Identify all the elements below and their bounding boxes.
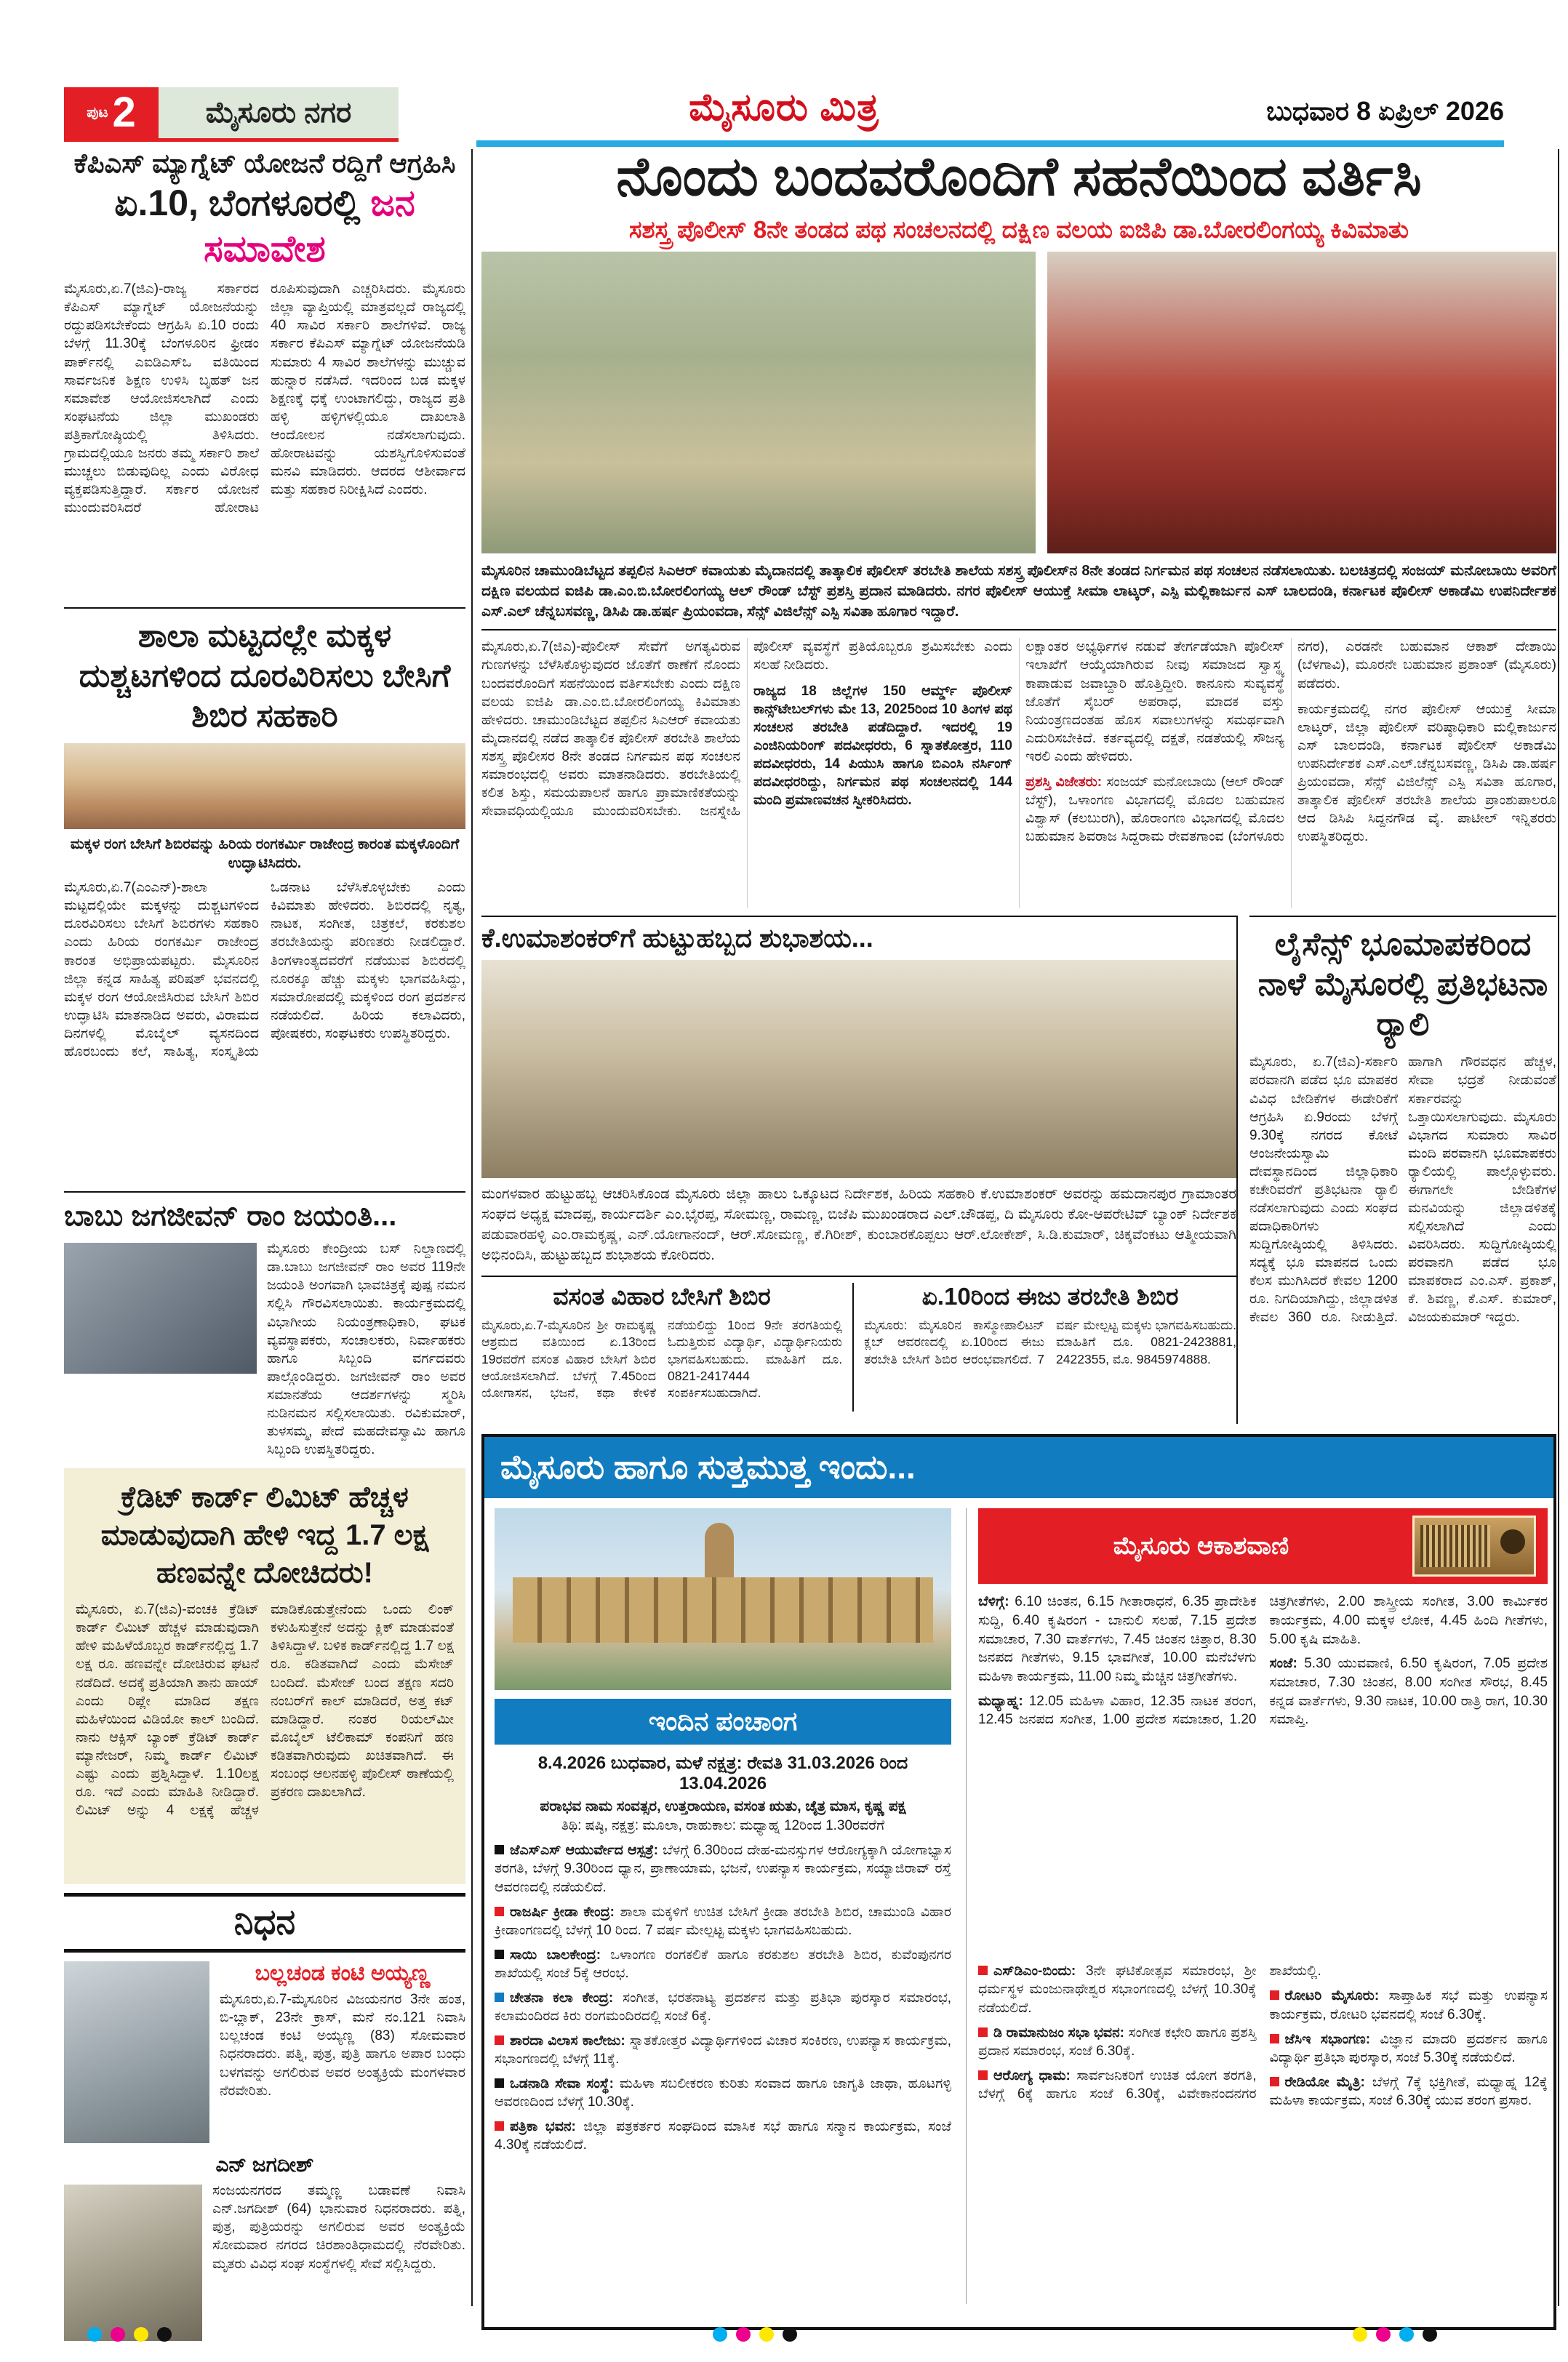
item-lead: ಸಾಯಿ ಬಾಲಕೇಂದ್ರ: bbox=[510, 1947, 601, 1963]
article-summer-camp bbox=[64, 616, 465, 1184]
cyan-dot-icon bbox=[713, 2327, 727, 2342]
edition-date: ಬುಧವಾರ 8 ಏಪ್ರಿಲ್ 2026 bbox=[1266, 96, 1504, 126]
radio-title: ಮೈಸೂರು ಆಕಾಶವಾಣಿ bbox=[1113, 1532, 1289, 1560]
camp-caption: ಮಕ್ಕಳ ರಂಗ ಬೇಸಿಗೆ ಶಿಬಿರವನ್ನು ಹಿರಿಯ ರಂಗಕರ್ಮಿ ರಾಜೇಂದ್ರ ಕಾರಂತ ಮಕ್ಕಳೊಂದಿಗೆ ಉದ್ಘಾಟಿಸಿದರು. bbox=[70, 836, 460, 872]
divider bbox=[64, 1191, 465, 1193]
panchanga-line1: 8.4.2026 ಬುಧವಾರ, ಮಳೆ ನಕ್ಷತ್ರ: ರೇವತಿ 31.03.2026 ರಿಂದ 13.04.2026 bbox=[537, 1753, 908, 1794]
obit1-body: ಮೈಸೂರು,ಏ.7-ಮೈಸೂರಿನ ವಿಜಯನಗರ 3ನೇ ಹಂತ, ಬಿ-ಬ್ಲಾಕ್, 23ನೇ ಕ್ರಾಸ್, ಮನೆ ನಂ.121 ನಿವಾಸಿ ಬಲ್ಲಚಂಡ ಕಂಟಿ ಅಯ್ಯಣ್ಣ (83) ಸೋಮವಾರ ನಿಧನರಾದರು. ಪತ್ನಿ, ಪುತ್ರ, ಪುತ್ರಿ ಹಾಗೂ ಅಪಾರ ಬಂಧು ಬಳಗವನ್ನು ಅಗಲಿರುವ ಅವರ ಅಂತ್ಯಕ್ರಿಯೆ ಮಂಗಳವಾರ ನೆರವೇರಿತು. bbox=[220, 1992, 465, 2099]
registration-marks-center bbox=[713, 2327, 797, 2342]
vasanta-headline: ವಸಂತ ವಿಹಾರ ಬೇಸಿಗೆ ಶಿಬಿರ bbox=[553, 1283, 771, 1310]
magenta-dot-icon bbox=[1376, 2327, 1391, 2342]
schedule-evening-label: ಸಂಜೆ: bbox=[1269, 1656, 1297, 1672]
radio-section bbox=[966, 1508, 1548, 2304]
obit1-name: ಬಲ್ಲಚಂಡ ಕಂಟಿ ಅಯ್ಯಣ್ಣ bbox=[255, 1961, 431, 1986]
mid-left bbox=[481, 916, 1236, 1424]
item-lead: ಜೆಸಿಇ ಸಭಾಂಗಣ: bbox=[1284, 2031, 1371, 2047]
bullet-icon bbox=[1270, 2077, 1279, 2086]
item-text: ಮಹಿಳಾ ಸಬಲೀಕರಣ ಕುರಿತು ಸಂವಾದ ಹಾಗೂ ಜಾಗೃತಿ ಜಾಥಾ, ಹೂಟಗಳ್ಳಿ ಆವರಣದಿಂದ ಬೆಳಗ್ಗೆ 10.30ಕ್ಕೆ. bbox=[495, 2076, 952, 2110]
item-text: ಸಾಪ್ತಾಹಿಕ ಸಭೆ ಮತ್ತು ಉಪನ್ಯಾಸ ಕಾರ್ಯಕ್ರಮ, ರೋಟರಿ ಭವನದಲ್ಲಿ ಸಂಜೆ 6.30ಕ್ಕೆ. bbox=[1269, 1988, 1548, 2022]
obituary-1 bbox=[64, 1958, 465, 2146]
panchanga-banner: ಇಂದಿನ ಪಂಚಾಂಗ bbox=[495, 1699, 951, 1745]
credit-headline: ಕ್ರೆಡಿಟ್ ಕಾರ್ಡ್ ಲಿಮಿಟ್ ಹೆಚ್ಚಳ ಮಾಡುವುದಾಗಿ ಹೇಳಿ ಇದ್ದ 1.7 ಲಕ್ಷ ಹಣವನ್ನೇ ದೋಚಿದರು! bbox=[100, 1481, 429, 1590]
lead-headline: ನೊಂದು ಬಂದವರೊಂದಿಗೆ ಸಹನೆಯಿಂದ ವರ್ತಿಸಿ bbox=[616, 146, 1422, 207]
kps-headline bbox=[64, 147, 465, 271]
camp-photo bbox=[64, 743, 465, 829]
schedule-evening bbox=[1270, 1654, 1548, 1729]
column-divider-left bbox=[471, 149, 473, 2306]
lead-body-p4: ಕಾರ್ಯಕ್ರಮದಲ್ಲಿ ನಗರ ಪೊಲೀಸ್ ಆಯುಕ್ತೆ ಸೀಮಾ ಲಾಟ್ಕರ್, ಜಿಲ್ಲಾ ಪೊಲೀಸ್ ವರಿಷ್ಠಾಧಿಕಾರಿ ಮಲ್ಲಿಕಾರ್ಜುನ ಎಸ್ ಬಾಲದಂಡಿ, ಕರ್ನಾಟಕ ಪೊಲೀಸ್ ಅಕಾಡೆಮಿ ಉಪನಿರ್ದೇಶಕ ಎಸ್.ಎಲ್.ಚೆನ್ನಬಸವಣ್ಣ, ಡಿಸಿಪಿ ಡಾ.ಹರ್ಷ ಪ್ರಿಯಂವದಾ, ಸೆನ್ಸ್ ವಿಜಿಲೆನ್ಸ್ ಎಸ್ಪಿ ಸವಿತಾ ಹೂಗಾರ, ತಾತ್ಕಾಲಿಕ ಪೊಲೀಸ್ ತರಬೇತಿ ಶಾಲೆಯ ಪ್ರಾಂಶುಪಾಲರೂ ಆದ ಡಿಸಿಪಿ ಸಿದ್ದನಗೌಡ ವೈ. ಪಾಟೀಲ್ ಇನ್ನಿತರರು ಉಪಸ್ಥಿತರಿದ್ದರು. bbox=[1297, 701, 1556, 845]
swim-box bbox=[864, 1283, 1236, 1412]
cyan-dot-icon bbox=[1399, 2327, 1414, 2342]
around-title-banner: ಮೈಸೂರು ಹಾಗೂ ಸುತ್ತಮುತ್ತ ಇಂದು... bbox=[484, 1437, 1553, 1498]
article-jagjivan bbox=[64, 1200, 465, 1458]
camp-headline: ಶಾಲಾ ಮಟ್ಟದಲ್ಲೇ ಮಕ್ಕಳ ದುಶ್ಚಟಗಳಿಂದ ದೂರವಿರಿಸಲು ಬೇಸಿಗೆ ಶಿಬಿರ ಸಹಕಾರಿ bbox=[79, 618, 451, 734]
bullet-icon bbox=[495, 1950, 504, 1959]
article-kps bbox=[64, 147, 465, 600]
obit-rule-top bbox=[64, 1893, 465, 1897]
jagjivan-headline: ಬಾಬು ಜಗಜೀವನ್ ರಾಂ ಜಯಂತಿ... bbox=[64, 1200, 397, 1233]
bullet-icon bbox=[495, 1993, 504, 2002]
camp-body: ಮೈಸೂರು,ಏ.7(ಎಂಎನ್)-ಶಾಲಾ ಮಟ್ಟದಲ್ಲಿಯೇ ಮಕ್ಕಳನ್ನು ದುಶ್ಚಟಗಳಿಂದ ದೂರವಿರಿಸಲು ಬೇಸಿಗೆ ಶಿಬಿರಗಳು ಸಹಕಾರಿ ಎಂದು ಹಿರಿಯ ರಂಗಕರ್ಮಿ ರಾಜೇಂದ್ರ ಕಾರಂತ ಅಭಿಪ್ರಾಯಪಟ್ಟರು. ಮೈಸೂರಿನ ಜಿಲ್ಲಾ ಕನ್ನಡ ಸಾಹಿತ್ಯ ಪರಿಷತ್ ಭವನದಲ್ಲಿ ಮಕ್ಕಳ ರಂಗ ಆಯೋಜಿಸಿರುವ ಬೇಸಿಗೆ ಶಿಬಿರ ಉದ್ಘಾಟಿಸಿ ಮಾತನಾಡಿದ ಅವರು, ವಿರಾಮದ ದಿನಗಳಲ್ಲಿ ಮೊಬೈಲ್ ವ್ಯಸನದಿಂದ ಹೊರಬಂದು ಕಲೆ, ಸಾಹಿತ್ಯ, ಸಂಸ್ಕೃತಿಯ ಒಡನಾಟ ಬೆಳೆಸಿಕೊಳ್ಳಬೇಕು ಎಂದು ಕಿವಿಮಾತು ಹೇಳಿದರು. ಶಿಬಿರದಲ್ಲಿ ನೃತ್ಯ, ನಾಟಕ, ಸಂಗೀತ, ಚಿತ್ರಕಲೆ, ಕರಕುಶಲ ತರಬೇತಿಯನ್ನು ಪರಿಣತರು ನೀಡಲಿದ್ದಾರೆ. ತಿಂಗಳಾಂತ್ಯದವರೆಗೆ ನಡೆಯುವ ಶಿಬಿರದಲ್ಲಿ ನೂರಕ್ಕೂ ಹೆಚ್ಚು ಮಕ್ಕಳು ಭಾಗವಹಿಸಿದ್ದು, ಸಮಾರೋಪದಲ್ಲಿ ಮಕ್ಕಳಿಂದ ರಂಗ ಪ್ರದರ್ಶನ ನಡೆಯಲಿದೆ. ಹಿರಿಯ ಕಲಾವಿದರು, ಪೋಷಕರು, ಸಂಘಟಕರು ಉಪಸ್ಥಿತರಿದ್ದರು. bbox=[64, 880, 465, 1060]
kps-headline-pink: ಜನ ಸಮಾವೇಶ bbox=[204, 183, 415, 269]
around-left bbox=[495, 1508, 951, 2304]
yellow-dot-icon bbox=[134, 2327, 148, 2342]
bullet-icon bbox=[1270, 1990, 1279, 2000]
item-lead: ಜೆಎಸ್ಎಸ್ ಆಯುರ್ವೇದ ಆಸ್ಪತ್ರೆ: bbox=[510, 1843, 659, 1859]
page-label: ಪುಟ bbox=[87, 104, 108, 121]
divider bbox=[481, 629, 1556, 630]
schedule-morning bbox=[978, 1593, 1257, 1686]
jagjivan-body: ಮೈಸೂರು ಕೇಂದ್ರೀಯ ಬಸ್ ನಿಲ್ದಾಣದಲ್ಲಿ ಡಾ.ಬಾಬು ಜಗಜೀವನ್ ರಾಂ ಅವರ 119ನೇ ಜಯಂತಿ ಅಂಗವಾಗಿ ಭಾವಚಿತ್ರಕ್ಕೆ ಪುಷ್ಪ ನಮನ ಸಲ್ಲಿಸಿ ಗೌರವಿಸಲಾಯಿತು. ಕಾರ್ಯಕ್ರಮದಲ್ಲಿ ವಿಭಾಗೀಯ ನಿಯಂತ್ರಣಾಧಿಕಾರಿ, ಘಟಕ ವ್ಯವಸ್ಥಾಪಕರು, ಸಂಚಾಲಕರು, ನಿರ್ವಾಹಕರು ಹಾಗೂ ಸಿಬ್ಬಂದಿ ವರ್ಗದವರು ಪಾಲ್ಗೊಂಡಿದ್ದರು. ಜಗಜೀವನ್ ರಾಂ ಅವರ ಸಮಾನತೆಯ ಆದರ್ಶಗಳನ್ನು ಸ್ಮರಿಸಿ ನುಡಿನಮನ ಸಲ್ಲಿಸಲಾಯಿತು. ರವಿಕುಮಾರ್, ತುಳಸಮ್ಮ, ಪೇದೆ ಮಹದೇವಸ್ವಾಮಿ ಹಾಗೂ ಸಿಬ್ಬಂದಿ ಉಪಸ್ಥಿತರಿದ್ದರು. bbox=[267, 1241, 465, 1458]
obituary-2 bbox=[64, 2146, 465, 2344]
black-dot-icon bbox=[157, 2327, 172, 2342]
winners-leadin: ಪ್ರಶಸ್ತಿ ವಿಜೇತರು: bbox=[1025, 774, 1103, 790]
bullet-icon bbox=[495, 1845, 504, 1854]
lead-caption: ಮೈಸೂರಿನ ಚಾಮುಂಡಿಬೆಟ್ಟದ ತಪ್ಪಲಿನ ಸಿಎಆರ್ ಕವಾಯತು ಮೈದಾನದಲ್ಲಿ ತಾತ್ಕಾಲಿಕ ಪೊಲೀಸ್ ತರಬೇತಿ ಶಾಲೆಯ ಸಶಸ್ತ್ರ ಪೊಲೀಸ್‌ನ 8ನೇ ತಂಡದ ನಿರ್ಗಮನ ಪಥ ಸಂಚಲನ ನಡೆಸಲಾಯಿತು. ಬಲಚಿತ್ರದಲ್ಲಿ ಸಂಜಯ್ ಮನೋಬಾಯಿ ಅವರಿಗೆ ದಕ್ಷಿಣ ವಲಯದ ಐಜಿಪಿ ಡಾ.ಎಂ.ಬಿ.ಬೋರಲಿಂಗಯ್ಯ ಆಲ್ ರೌಂಡ್ ಬೆಸ್ಟ್ ಪ್ರಶಸ್ತಿ ಪ್ರದಾನ ಮಾಡಿದರು. ನಗರ ಪೊಲೀಸ್ ಆಯುಕ್ತೆ ಸೀಮಾ ಲಾಟ್ಕರ್, ಎಸ್ಪಿ ಮಲ್ಲಿಕಾರ್ಜುನ ಎಸ್ ಬಾಲದಂಡಿ, ಕರ್ನಾಟಕ ಪೊಲೀಸ್ ಅಕಾಡೆಮಿ ಉಪನಿರ್ದೇಶಕ ಎಸ್.ಎಲ್ ಚೆನ್ನಬಸವಣ್ಣ, ಡಿಸಿಪಿ ಡಾ.ಹರ್ಷ ಪ್ರಿಯಂವದಾ, ಸೆನ್ಸ್ ವಿಜಿಲೆನ್ಸ್ ಎಸ್ಪಿ ಸವಿತಾ ಹೂಗಾರ ಇದ್ದಾರೆ. bbox=[481, 563, 1556, 620]
list-item bbox=[495, 2032, 951, 2068]
kps-headline-line1: ಕೆಪಿಎಸ್ ಮ್ಯಾಗ್ನೆಟ್ ಯೋಜನೆ ರದ್ದಿಗೆ ಆಗ್ರಹಿಸಿ bbox=[73, 148, 456, 178]
item-text: ಬೆಳಗ್ಗೆ 7ಕ್ಕೆ ಭಕ್ತಿಗೀತೆ, ಮಧ್ಯಾಹ್ನ 12ಕ್ಕೆ ಮಹಿಳಾ ಕಾರ್ಯಕ್ರಮ, ಸಂಜೆ 6.30ಕ್ಕೆ ಯುವ ತರಂಗ ಪ್ರಸಾರ. bbox=[1269, 2074, 1548, 2108]
registration-marks-right bbox=[1353, 2327, 1437, 2342]
list-item bbox=[495, 1989, 951, 2025]
schedule-afternoon-label: ಮಧ್ಯಾಹ್ನ: bbox=[978, 1693, 1023, 1709]
item-text: ಸಂಗೀತ, ಭರತನಾಟ್ಯ ಪ್ರದರ್ಶನ ಮತ್ತು ಪ್ರತಿಭಾ ಪುರಸ್ಕಾರ ಸಮಾರಂಭ, ಕಲಾಮಂದಿರದ ಕಿರು ರಂಗಮಂದಿರದಲ್ಲಿ ಸಂಜೆ 6ಕ್ಕೆ. bbox=[495, 1990, 951, 2025]
vasanta-box bbox=[481, 1283, 854, 1412]
award-photo bbox=[1047, 252, 1556, 553]
list-item bbox=[495, 1841, 951, 1896]
schedule-evening-text: 5.30 ಯುವವಾಣಿ, 6.50 ಕೃಷಿರಂಗ, 7.05 ಪ್ರದೇಶ ಸಮಾಚಾರ, 7.30 ಚಿಂತನ, 8.00 ಸಂಗೀತ ಸೌರಭ, 8.45 ಕನ್ನಡ ವಾರ್ತೆಗಳು, 9.30 ನಾಟಕ, 10.00 ರಾತ್ರಿ ರಾಗ, 10.30 ಸಮಾಪ್ತಿ. bbox=[1269, 1656, 1548, 1728]
list-item bbox=[978, 2024, 1257, 2060]
swim-body: ಮೈಸೂರು: ಮೈಸೂರಿನ ಕಾಸ್ಮೋಪಾಲಿಟನ್ ಕ್ಲಬ್ ಆವರಣದಲ್ಲಿ ಏ.10ರಿಂದ ಈಜು ತರಬೇತಿ ಬೇಸಿಗೆ ಶಿಬಿರ ಆರಂಭವಾಗಲಿದೆ. 7 ವರ್ಷ ಮೇಲ್ಪಟ್ಟ ಮಕ್ಕಳು ಭಾಗವಹಿಸಬಹುದು. ಮಾಹಿತಿಗೆ ದೂ. 0821-2423881, 2422355, ಮೊ. 9845974888. bbox=[864, 1318, 1236, 1366]
swim-headline: ಏ.10ರಿಂದ ಈಜು ತರಬೇತಿ ಶಿಬಿರ bbox=[921, 1283, 1179, 1310]
obit2-name: ಎನ್ ಜಗದೀಶ್ bbox=[215, 2153, 314, 2177]
kps-headline-date: ಏ.10, ಬೆಂಗಳೂರಲ್ಲಿ bbox=[114, 183, 371, 224]
vasanta-body: ಮೈಸೂರು,ಏ.7-ಮೈಸೂರಿನ ಶ್ರೀ ರಾಮಕೃಷ್ಣ ಆಶ್ರಮದ ವತಿಯಿಂದ ಏ.13ರಿಂದ 19ರವರೆಗೆ ವಸಂತ ವಿಹಾರ ಬೇಸಿಗೆ ಶಿಬಿರ ಆಯೋಜಿಸಲಾಗಿದೆ. ಬೆಳಗ್ಗೆ 7.45ರಿಂದ ಯೋಗಾಸನ, ಭಜನೆ, ಕಥಾ ಕೇಳಿಕೆ ನಡೆಯಲಿದ್ದು 1ರಿಂದ 9ನೇ ತರಗತಿಯಲ್ಲಿ ಓದುತ್ತಿರುವ ವಿದ್ಯಾರ್ಥಿ, ವಿದ್ಯಾರ್ಥಿನಿಯರು ಭಾಗವಹಿಸಬಹುದು. ಮಾಹಿತಿಗೆ ದೂ. 0821-2417444 ಸಂಪರ್ಕಿಸಬಹುದಾಗಿದೆ. bbox=[481, 1318, 843, 1400]
schedule-afternoon-text: 12.05 ಮಹಿಳಾ ವಿಹಾರ, 12.35 ನಾಟಕ ತರಂಗ, 12.45 ಜನಪದ ಸಂಗೀತ, 1.00 ಪ್ರದೇಶ ಸಮಾಚಾರ, 1.20 ಚಿತ್ರಗೀತೆಗಳು, 2.00 ಶಾಸ್ತ್ರೀಯ ಸಂಗೀತ, 3.00 ಕಾರ್ಮಿಕರ ಕಾರ್ಯಕ್ರಮ, 4.00 ಮಕ್ಕಳ ಲೋಕ, 4.45 ಹಿಂದಿ ಗೀತೆಗಳು, 5.00 ಕೃಷಿ ಮಾಹಿತಿ. bbox=[978, 1594, 1548, 1728]
obit-title: ನಿಧನ bbox=[233, 1903, 296, 1942]
header-red-rule bbox=[64, 138, 399, 142]
mini-boxes bbox=[481, 1276, 1236, 1412]
lead-body bbox=[481, 638, 1556, 908]
schedule-morning-label: ಬೆಳಿಗ್ಗೆ: bbox=[978, 1594, 1009, 1610]
radio-set-image bbox=[1412, 1516, 1536, 1577]
palace-facade bbox=[513, 1577, 933, 1643]
list-item bbox=[495, 1946, 951, 1982]
kps-headline-line2 bbox=[64, 180, 465, 271]
obit2-body: ಸಂಜಯನಗರದ ತಮ್ಮಣ್ಣ ಬಡಾವಣೆ ನಿವಾಸಿ ಎನ್.ಜಗದೀಶ್ (64) ಭಾನುವಾರ ನಿಧನರಾದರು. ಪತ್ನಿ, ಪುತ್ರ, ಪುತ್ರಿಯರನ್ನು ಅಗಲಿರುವ ಅವರ ಅಂತ್ಯಕ್ರಿಯೆ ಸೋಮವಾರ ನಗರದ ಚಿರಶಾಂತಿಧಾಮದಲ್ಲಿ ನೆರವೇರಿತು. ಮೃತರು ವಿವಿಧ ಸಂಘ ಸಂಸ್ಥೆಗಳಲ್ಲಿ ಸೇವೆ ಸಲ್ಲಿಸಿದ್ದರು. bbox=[212, 2183, 465, 2272]
item-lead: ಶಾರದಾ ವಿಲಾಸ ಕಾಲೇಜು: bbox=[510, 2033, 625, 2049]
item-lead: ಆರೋಗ್ಯ ಧಾಮ: bbox=[993, 2067, 1071, 2083]
item-text: ಶಾಲಾ ಮಕ್ಕಳಿಗೆ ಉಚಿತ ಬೇಸಿಗೆ ಕ್ರೀಡಾ ತರಬೇತಿ ಶಿಬಿರ, ಚಾಮುಂಡಿ ವಿಹಾರ ಕ್ರೀಡಾಂಗಣದಲ್ಲಿ ಬೆಳಗ್ಗೆ 10 ರಿಂದ. 7 ವರ್ಷ ಮೇಲ್ಪಟ್ಟ ಮಕ್ಕಳು ಭಾಗವಹಿಸಬಹುದು. bbox=[495, 1904, 951, 1938]
bullet-icon bbox=[978, 2027, 988, 2037]
kps-body: ಮೈಸೂರು,ಏ.7(ಜಿಎ)-ರಾಜ್ಯ ಸರ್ಕಾರದ ಕೆಪಿಎಸ್ ಮ್ಯಾಗ್ನೆಟ್ ಯೋಜನೆಯನ್ನು ರದ್ದುಪಡಿಸಬೇಕೆಂದು ಆಗ್ರಹಿಸಿ ಏ.10 ರಂದು ಬೆಳಗ್ಗೆ 11.30ಕ್ಕೆ ಬೆಂಗಳೂರಿನ ಫ್ರೀಡಂ ಪಾರ್ಕ್‌ನಲ್ಲಿ ಎಐಡಿಎಸ್ಒ ವತಿಯಿಂದ ಸಾರ್ವಜನಿಕ ಶಿಕ್ಷಣ ಉಳಿಸಿ ಬೃಹತ್ ಜನ ಸಮಾವೇಶ ಆಯೋಜಿಸಲಾಗಿದೆ ಎಂದು ಸಂಘಟನೆಯ ಜಿಲ್ಲಾ ಮುಖಂಡರು ಪತ್ರಿಕಾಗೋಷ್ಠಿಯಲ್ಲಿ ತಿಳಿಸಿದರು. ಗ್ರಾಮದಲ್ಲಿಯೂ ಜನರು ತಮ್ಮ ಸರ್ಕಾರಿ ಶಾಲೆ ಮುಚ್ಚಲು ಬಿಡುವುದಿಲ್ಲ ಎಂದು ವಿರೋಧ ವ್ಯಕ್ತಪಡಿಸುತ್ತಿದ್ದಾರೆ. ಸರ್ಕಾರ ಯೋಜನೆ ಮುಂದುವರಿಸಿದರೆ ಹೋರಾಟ ರೂಪಿಸುವುದಾಗಿ ಎಚ್ಚರಿಸಿದರು. ಮೈಸೂರು ಜಿಲ್ಲಾ ವ್ಯಾಪ್ತಿಯಲ್ಲಿ ಮಾತ್ರವಲ್ಲದೆ ರಾಜ್ಯದಲ್ಲಿ 40 ಸಾವಿರ ಸರ್ಕಾರಿ ಶಾಲೆಗಳಿವೆ. ರಾಜ್ಯ ಸರ್ಕಾರ ಕೆಪಿಎಸ್ ಮ್ಯಾಗ್ನೆಟ್ ಯೋಜನೆಯಡಿ ಸುಮಾರು 4 ಸಾವಿರ ಶಾಲೆಗಳನ್ನು ಮುಚ್ಚುವ ಹುನ್ನಾರ ನಡೆಸಿದೆ. ಇದರಿಂದ ಬಡ ಮಕ್ಕಳ ಶಿಕ್ಷಣಕ್ಕೆ ಧಕ್ಕೆ ಉಂಟಾಗಲಿದ್ದು, ರಾಜ್ಯದ ಪ್ರತಿ ಹಳ್ಳಿ ಹಳ್ಳಿಗಳಲ್ಲಿಯೂ ದಾಖಲಾತಿ ಆಂದೋಲನ ನಡೆಸಲಾಗುವುದು. ಹೋರಾಟವನ್ನು ಯಶಸ್ವಿಗೊಳಿಸುವಂತೆ ಮನವಿ ಮಾಡಿದರು. ಆದರದ ಆಶೀರ್ವಾದ ಮತ್ತು ಸಹಕಾರ ನಿರೀಕ್ಷಿಸಿದೆ ಎಂದರು. bbox=[64, 281, 465, 516]
mid-row bbox=[481, 916, 1556, 1424]
item-lead: ಪತ್ರಿಕಾ ಭವನ: bbox=[510, 2119, 576, 2135]
lead-body-p3: ಲಕ್ಷಾಂತರ ಅಭ್ಯರ್ಥಿಗಳ ನಡುವೆ ತೇರ್ಗಡೆಯಾಗಿ ಪೊಲೀಸ್ ಇಲಾಖೆಗೆ ಆಯ್ಕೆಯಾಗಿರುವ ನೀವು ಸಮಾಜದ ಸ್ವಾಸ್ಥ್ಯ ಕಾಪಾಡುವ ಜವಾಬ್ದಾರಿ ಹೊತ್ತಿದ್ದೀರಿ. ಕಾನೂನು ಸುವ್ಯವಸ್ಥೆ ಜೊತೆಗೆ ಸೈಬರ್ ಅಪರಾಧ, ಮಾದಕ ವಸ್ತು ನಿಯಂತ್ರಣದಂತಹ ಹೊಸ ಸವಾಲುಗಳನ್ನು ಸಮರ್ಥವಾಗಿ ಎದುರಿಸಬೇಕಿದೆ. ಕರ್ತವ್ಯದಲ್ಲಿ ದಕ್ಷತೆ, ನಡತೆಯಲ್ಲಿ ಸೌಜನ್ಯ ಇರಲಿ ಎಂದು ಹೇಳಿದರು. bbox=[1025, 639, 1284, 764]
bullet-icon bbox=[1270, 2034, 1279, 2043]
parade-photo bbox=[481, 252, 1036, 553]
list-item bbox=[978, 1962, 1257, 2017]
obit2-portrait bbox=[64, 2185, 202, 2341]
yellow-dot-icon bbox=[759, 2327, 774, 2342]
yellow-dot-icon bbox=[1353, 2327, 1367, 2342]
item-lead: ಡಿ ರಾಮಾನುಜಂ ಸಭಾ ಭವನ: bbox=[993, 2025, 1124, 2041]
list-item bbox=[495, 2118, 951, 2154]
section-title: ಮೈಸೂರು ನಗರ bbox=[159, 87, 399, 138]
item-lead: ಒಡನಾಡಿ ಸೇವಾ ಸಂಸ್ಥೆ: bbox=[510, 2076, 614, 2092]
mid-right bbox=[1236, 916, 1556, 1424]
bullet-icon bbox=[495, 2078, 504, 2088]
panchanga-line3: ತಿಥಿ: ಷಷ್ಠಿ, ನಕ್ಷತ್ರ: ಮೂಲಾ, ರಾಹುಕಾಲ: ಮಧ್ಯಾಹ್ನ 12ರಿಂದ 1.30ರವರೆಗೆ bbox=[561, 1818, 885, 1834]
main-region bbox=[481, 147, 1556, 2330]
radio-header bbox=[978, 1508, 1548, 1584]
page-number: 2 bbox=[112, 89, 136, 136]
radio-schedule bbox=[978, 1593, 1548, 1956]
obit-rule-bottom bbox=[64, 1949, 465, 1953]
magenta-dot-icon bbox=[111, 2327, 125, 2342]
obit1-portrait bbox=[64, 1961, 209, 2143]
winners-text: ಸಂಜಯ್ ಮನೋಬಾಯಿ (ಆಲ್ ರೌಂಡ್ ಬೆಸ್ಟ್), ಒಳಾಂಗಣ ವಿಭಾಗದಲ್ಲಿ ಮೊದಲ ಬಹುಮಾನ ವಿಶ್ವಾಸ್ (ಕಲಬುರಗಿ), ಹೊರಾಂಗಣ ವಿಭಾಗದಲ್ಲಿ ಮೊದಲ ಬಹುಮಾನ ಶಿವರಾಜ ಸಿದ್ದರಾಮ ರೇವತಗಾಂವ (ಬೆಂಗಳೂರು ನಗರ), ಎರಡನೇ ಬಹುಮಾನ ಆಕಾಶ್ ದೇಶಾಯಿ (ಬೆಳಗಾವಿ), ಮೂರನೇ ಬಹುಮಾನ ಪ್ರಶಾಂತ್ (ಮೈಸೂರು) ಪಡೆದರು. bbox=[1025, 639, 1556, 845]
item-lead: ಚೇತನಾ ಕಲಾ ಕೇಂದ್ರ: bbox=[510, 1990, 614, 2006]
list-item bbox=[1270, 2030, 1548, 2067]
item-text: ಸ್ನಾತಕೋತ್ತರ ವಿದ್ಯಾರ್ಥಿಗಳಿಂದ ವಿಚಾರ ಸಂಕಿರಣ, ಉಪನ್ಯಾಸ ಕಾರ್ಯಕ್ರಮ, ಸಭಾಂಗಣದಲ್ಲಿ ಬೆಳಗ್ಗೆ 11ಕ್ಕೆ. bbox=[495, 2033, 952, 2067]
around-items bbox=[495, 1841, 951, 2154]
list-item bbox=[495, 2075, 951, 2111]
item-lead: ರಾಜರ್ಷಿ ಕ್ರೀಡಾ ಕೇಂದ್ರ: bbox=[510, 1904, 615, 1920]
item-lead: ರೇಡಿಯೋ ಮೈತ್ರಿ: bbox=[1284, 2074, 1365, 2090]
bullet-icon bbox=[495, 2121, 504, 2131]
magenta-dot-icon bbox=[736, 2327, 751, 2342]
item-text: ಸಂಗೀತ ಕಛೇರಿ ಹಾಗೂ ಪ್ರಶಸ್ತಿ ಪ್ರದಾನ ಸಮಾರಂಭ, ಸಂಜೆ 6.30ಕ್ಕೆ. bbox=[978, 2025, 1257, 2059]
panchanga-line2: ಪರಾಭವ ನಾಮ ಸಂವತ್ಸರ, ಉತ್ತರಾಯಣ, ವಸಂತ ಋತು, ಚೈತ್ರ ಮಾಸ, ಕೃಷ್ಣ ಪಕ್ಷ bbox=[540, 1798, 906, 1815]
left-column bbox=[64, 147, 465, 2344]
bullet-icon bbox=[495, 1907, 504, 1916]
bullet-icon bbox=[978, 1966, 988, 1975]
rally-body: ಮೈಸೂರು, ಏ.7(ಜಿಎ)-ಸರ್ಕಾರಿ ಪರವಾನಗಿ ಪಡೆದ ಭೂ ಮಾಪಕರ ವಿವಿಧ ಬೇಡಿಕೆಗಳ ಈಡೇರಿಕೆಗೆ ಆಗ್ರಹಿಸಿ ಏ.9ರಂದು ಬೆಳಗ್ಗೆ 9.30ಕ್ಕೆ ನಗರದ ಕೋಟೆ ಆಂಜನೇಯಸ್ವಾಮಿ ದೇವಸ್ಥಾನದಿಂದ ಜಿಲ್ಲಾಧಿಕಾರಿ ಕಚೇರಿವರೆಗೆ ಪ್ರತಿಭಟನಾ ರ‍್ಯಾಲಿ ನಡೆಸಲಾಗುವುದು ಎಂದು ಸಂಘದ ಪದಾಧಿಕಾರಿಗಳು ಸುದ್ದಿಗೋಷ್ಠಿಯಲ್ಲಿ ತಿಳಿಸಿದರು. ಸದ್ಯಕ್ಕೆ ಭೂ ಮಾಪನದ ಒಂದು ಕೆಲಸ ಮುಗಿಸಿದರೆ ಕೇವಲ 1200 ರೂ. ನಿಗದಿಯಾಗಿದ್ದು, ಜಿಲ್ಲಾಡಳಿತ ಕೇವಲ 360 ರೂ. ನೀಡುತ್ತಿದೆ. ಹಾಗಾಗಿ ಗೌರವಧನ ಹೆಚ್ಚಳ, ಸೇವಾ ಭದ್ರತೆ ನೀಡುವಂತೆ ಸರ್ಕಾರವನ್ನು ಒತ್ತಾಯಿಸಲಾಗುವುದು. ಮೈಸೂರು ವಿಭಾಗದ ಸುಮಾರು ಸಾವಿರ ಮಂದಿ ಪರವಾನಗಿ ಭೂಮಾಪಕರು ರ‍್ಯಾಲಿಯಲ್ಲಿ ಪಾಲ್ಗೊಳ್ಳುವರು. ಈಗಾಗಲೇ ಬೇಡಿಕೆಗಳ ಮನವಿಯನ್ನು ಜಿಲ್ಲಾಡಳಿತಕ್ಕೆ ಸಲ್ಲಿಸಲಾಗಿದೆ ಎಂದು ವಿವರಿಸಿದರು. ಸುದ್ದಿಗೋಷ್ಠಿಯಲ್ಲಿ ಪರವಾನಗಿ ಪಡೆದ ಭೂ ಮಾಪಕರಾದ ಎಂ.ಎಸ್. ಪ್ರಕಾಶ್, ಕೆ. ಶಿವಣ್ಣ, ಕೆ.ಎಸ್. ಕುಮಾರ್, ವಿಜಯಕುಮಾರ್ ಇದ್ದರು. bbox=[1249, 1054, 1556, 1326]
item-lead: ರೋಟರಿ ಮೈಸೂರು: bbox=[1284, 1988, 1380, 2004]
radio-events bbox=[978, 1962, 1548, 2304]
bullet-icon bbox=[978, 2070, 988, 2080]
item-text: ಬೆಳಗ್ಗೆ 6.30ರಿಂದ ದೇಹ-ಮನಸ್ಸುಗಳ ಆರೋಗ್ಯಕ್ಕಾಗಿ ಯೋಗಾಭ್ಯಾಸ ತರಗತಿ, ಬೆಳಗ್ಗೆ 9.30ರಿಂದ ಧ್ಯಾನ, ಪ್ರಾಣಾಯಾಮ, ಭಜನೆ, ಉಪನ್ಯಾಸ ಕಾರ್ಯಕ್ರಮ, ಸಯ್ಯಾಜಿರಾವ್ ರಸ್ತೆ ಆವರಣದಲ್ಲಿ ನಡೆಯಲಿದೆ. bbox=[495, 1843, 952, 1895]
list-item bbox=[495, 1903, 951, 1939]
lead-body-stats: ರಾಜ್ಯದ 18 ಜಿಲ್ಲೆಗಳ 150 ಆರ್ಮ್ಡ್ ಪೊಲೀಸ್ ಕಾನ್ಸ್‌ಟೇಬಲ್‌ಗಳು ಮೇ 13, 2025ರಿಂದ 10 ತಿಂಗಳ ಪಥ ಸಂಚಲನ ತರಬೇತಿ ಪಡೆದಿದ್ದಾರೆ. ಇದರಲ್ಲಿ 19 ಎಂಜಿನಿಯರಿಂಗ್ ಪದವೀಧರರು, 6 ಸ್ನಾತಕೋತ್ತರ, 110 ಪದವೀಧರರು, 14 ಪಿಯುಸಿ ಹಾಗೂ ಬಿಎಂಸಿ ನರ್ಸಿಂಗ್ ಪದವೀಧರರಿದ್ದು, ನಿರ್ಗಮನ ಪಥ ಸಂಚಲನದಲ್ಲಿ 144 ಮಂದಿ ಪ್ರಮಾಣವಚನ ಸ್ವೀಕರಿಸಿದರು. bbox=[753, 683, 1012, 809]
list-item bbox=[1270, 2073, 1548, 2110]
rally-headline: ಲೈಸೆನ್ಸ್ ಭೂಮಾಪಕರಿಂದ ನಾಳೆ ಮೈಸೂರಲ್ಲಿ ಪ್ರತಿಭಟನಾ ರ‍್ಯಾಲಿ bbox=[1249, 916, 1556, 1044]
item-text: ಒಳಾಂಗಣ ರಂಗಕಲಿಕೆ ಹಾಗೂ ಕರಕುಶಲ ತರಬೇತಿ ಶಿಬಿರ, ಕುವೆಂಪುನಗರ ಶಾಖೆಯಲ್ಲಿ ಸಂಜೆ 5ಕ್ಕೆ ಆರಂಭ. bbox=[495, 1947, 951, 1981]
registration-marks-left bbox=[87, 2327, 172, 2342]
schedule-morning-text: 6.10 ಚಿಂತನ, 6.15 ಗೀತಾರಾಧನೆ, 6.35 ಪ್ರಾದೇಶಿಕ ಸುದ್ದಿ, 6.40 ಕೃಷಿರಂಗ - ಬಾನುಲಿ ಸಲಹೆ, 7.15 ಪ್ರದೇಶ ಸಮಾಚಾರ, 7.30 ವಾರ್ತೆಗಳು, 7.45 ಚಿಂತನ ಚಿತ್ತಾರ, 8.30 ಜನಪದ ಗೀತೆಗಳು, 9.15 ಭಾವಗೀತೆ, 10.00 ಮನೆಬೆಳಗು ಮಹಿಳಾ ಕಾರ್ಯಕ್ರಮ, 11.00 ನಿಮ್ಮ ಮೆಚ್ಚಿನ ಚಿತ್ರಗೀತೆಗಳು. bbox=[978, 1594, 1257, 1684]
item-text: ಸಾರ್ವಜನಿಕರಿಗೆ ಉಚಿತ ಯೋಗ ತರಗತಿ, ಬೆಳಗ್ಗೆ 6ಕ್ಕೆ ಹಾಗೂ ಸಂಜೆ 6.30ಕ್ಕೆ, ವಿವೇಕಾನಂದನಗರ ಶಾಖೆಯಲ್ಲಿ. bbox=[978, 1963, 1321, 2102]
jagjivan-photo bbox=[64, 1243, 257, 1374]
lead-photos bbox=[481, 252, 1556, 553]
lead-subhead: ಸಶಸ್ತ್ರ ಪೊಲೀಸ್ 8ನೇ ತಂಡದ ಪಥ ಸಂಚಲನದಲ್ಲಿ ದಕ್ಷಿಣ ವಲಯ ಐಜಿಪಿ ಡಾ.ಬೋರಲಿಂಗಯ್ಯ ಕಿವಿಮಾತು bbox=[628, 216, 1409, 244]
masthead: ಮೈಸೂರು ಮಿತ್ರ bbox=[689, 87, 879, 129]
cyan-dot-icon bbox=[87, 2327, 102, 2342]
black-dot-icon bbox=[1423, 2327, 1437, 2342]
mysore-palace-photo bbox=[495, 1508, 951, 1690]
credit-body: ಮೈಸೂರು, ಏ.7(ಜಿಎ)-ವಂಚಕಿ ಕ್ರೆಡಿಟ್ ಕಾರ್ಡ್ ಲಿಮಿಟ್ ಹೆಚ್ಚಳ ಮಾಡುವುದಾಗಿ ಹೇಳಿ ಮಹಿಳೆಯೊಬ್ಬರ ಕಾರ್ಡ್‌ನಲ್ಲಿದ್ದ 1.7 ಲಕ್ಷ ರೂ. ಹಣವನ್ನೇ ದೋಚಿರುವ ಘಟನೆ ನಡೆದಿದೆ. ಅದಕ್ಕೆ ಪ್ರತಿಯಾಗಿ ತಾನು ಹಾಯ್ ಎಂದು ರಿಪ್ಲೇ ಮಾಡಿದ ತಕ್ಷಣ ಮಹಿಳೆಯಿಂದ ವಿಡಿಯೋ ಕಾಲ್ ಬಂದಿದೆ. ನಾನು ಆಕ್ಸಿಸ್ ಬ್ಯಾಂಕ್ ಕ್ರೆಡಿಟ್ ಕಾರ್ಡ್ ಮ್ಯಾನೇಜರ್, ನಿಮ್ಮ ಕಾರ್ಡ್ ಲಿಮಿಟ್ ಎಷ್ಟು ಎಂದು ಪ್ರಶ್ನಿಸಿದ್ದಾಳೆ. 1.10ಲಕ್ಷ ರೂ. ಇದೆ ಎಂದು ಮಾಹಿತಿ ನೀಡಿದ್ದಾರೆ. ಲಿಮಿಟ್ ಅನ್ನು 4 ಲಕ್ಷಕ್ಕೆ ಹೆಚ್ಚಳ ಮಾಡಿಕೊಡುತ್ತೇನೆಂದು ಒಂದು ಲಿಂಕ್ ಕಳುಹಿಸುತ್ತೇನೆ ಅದನ್ನು ಕ್ಲಿಕ್ ಮಾಡುವಂತೆ ತಿಳಿಸಿದ್ದಾಳೆ. ಬಳಿಕ ಕಾರ್ಡ್‌ನಲ್ಲಿದ್ದ 1.7 ಲಕ್ಷ ರೂ. ಕಡಿತವಾಗಿದೆ ಎಂದು ಮೆಸೇಜ್ ಬಂದಿದೆ. ಮೆಸೇಜ್ ಬಂದ ತಕ್ಷಣ ಸದರಿ ನಂಬರ್‌ಗೆ ಕಾಲ್ ಮಾಡಿದರೆ, ಅತ್ತ ಕಟ್ ಮಾಡಿದ್ದಾರೆ. ನಂತರ ರಿಯಲ್‌ಮೀ ಮೊಬೈಲ್ ಟೆಲಿಕಾಮ್ ಕಂಪನಿಗೆ ಹಣ ಕಡಿತವಾಗಿರುವುದು ಖಚಿತವಾಗಿದೆ. ಈ ಸಂಬಂಧ ಆಲನಹಳ್ಳಿ ಪೊಲೀಸ್ ಠಾಣೆಯಲ್ಲಿ ಪ್ರಕರಣ ದಾಖಲಾಗಿದೆ. bbox=[76, 1602, 454, 1819]
item-text: ಜಿಲ್ಲಾ ಪತ್ರಕರ್ತರ ಸಂಘದಿಂದ ಮಾಸಿಕ ಸಭೆ ಹಾಗೂ ಸನ್ಮಾನ ಕಾರ್ಯಕ್ರಮ, ಸಂಜೆ 4.30ಕ್ಕೆ ನಡೆಯಲಿದೆ. bbox=[495, 2119, 952, 2153]
umashankar-headline: ಕೆ.ಉಮಾಶಂಕರ್‌ಗೆ ಹುಟ್ಟುಹಬ್ಬದ ಶುಭಾಶಯ... bbox=[481, 916, 1236, 954]
page-edge-rule bbox=[1558, 149, 1559, 2306]
black-dot-icon bbox=[783, 2327, 797, 2342]
divider bbox=[64, 607, 465, 609]
around-town-box bbox=[481, 1434, 1556, 2330]
bullet-icon bbox=[495, 2035, 504, 2045]
item-text: ವಿಜ್ಞಾನ ಮಾದರಿ ಪ್ರದರ್ಶನ ಹಾಗೂ ವಿದ್ಯಾರ್ಥಿ ಪ್ರತಿಭಾ ಪುರಸ್ಕಾರ, ಸಂಜೆ 5.30ಕ್ಕೆ ನಡೆಯಲಿದೆ. bbox=[1269, 2031, 1548, 2065]
item-text: 3ನೇ ಘಟಿಕೋತ್ಸವ ಸಮಾರಂಭ, ಶ್ರೀ ಧರ್ಮಸ್ಥಳ ಮಂಜುನಾಥೇಶ್ವರ ಸಭಾಂಗಣದಲ್ಲಿ ಬೆಳಗ್ಗೆ 10.30ಕ್ಕೆ ನಡೆಯಲಿದೆ. bbox=[978, 1963, 1257, 2016]
item-lead: ಎಸ್‌ಡಿಎಂ-ಬಿಂದು: bbox=[993, 1963, 1076, 1979]
obituary-section bbox=[64, 1893, 465, 2344]
umashankar-photo bbox=[481, 960, 1236, 1178]
around-inner bbox=[484, 1498, 1553, 2310]
umashankar-caption: ಮಂಗಳವಾರ ಹುಟ್ಟುಹಬ್ಬ ಆಚರಿಸಿಕೊಂಡ ಮೈಸೂರು ಜಿಲ್ಲಾ ಹಾಲು ಒಕ್ಕೂಟದ ನಿರ್ದೇಶಕ, ಹಿರಿಯ ಸಹಕಾರಿ ಕೆ.ಉಮಾಶಂಕರ್ ಅವರನ್ನು ಹಮದಾನಪುರ ಗ್ರಾಮಾಂತರ ಸಂಘದ ಅಧ್ಯಕ್ಷ ಮಾದಪ್ಪ, ಕಾರ್ಯದರ್ಶಿ ಎಂ.ಭೈರಪ್ಪ, ಸೋಮಣ್ಣ, ರಾಮಣ್ಣ, ಬಿಜೆಪಿ ಮುಖಂಡರಾದ ಎಲ್.ಚೌಡಪ್ಪ, ದಿ ಮೈಸೂರು ಕೋ-ಆಪರೇಟಿವ್ ಬ್ಯಾಂಕ್ ನಿರ್ದೇಶಕ ಪಡುವಾರಹಳ್ಳಿ ಎಂ.ರಾಮಕೃಷ್ಣ, ಎನ್.ಯೋಗಾನಂದ್, ಆರ್.ಸೋಮಣ್ಣ, ಕೆ.ಗಿರೀಶ್, ಕುಂಬಾರಕೊಪ್ಪಲು ಆರ್.ಲೋಕೇಶ್, ಸಿ.ಡಿ.ಕುಮಾರ್, ಚಿಕ್ಕವೆಂಕಟು ಆತ್ಮೀಯವಾಗಿ ಅಭಿನಂದಿಸಿ, ಹುಟ್ಟುಹಬ್ಬದ ಶುಭಾಶಯ ಕೋರಿದರು. bbox=[481, 1186, 1236, 1264]
article-credit-fraud bbox=[64, 1468, 465, 1884]
lead-body-p1: ಮೈಸೂರು,ಏ.7(ಜಿಎ)-ಪೊಲೀಸ್ ಸೇವೆಗೆ ಅಗತ್ಯವಿರುವ ಗುಣಗಳನ್ನು ಬೆಳೆಸಿಕೊಳ್ಳುವುದರ ಜೊತೆಗೆ ಠಾಣೆಗೆ ನೊಂದು ಬಂದವರೊಂದಿಗೆ ಸಹನೆಯಿಂದ ವರ್ತಿಸಬೇಕು ಎಂದು ದಕ್ಷಿಣ ವಲಯ ಐಜಿಪಿ ಡಾ.ಎಂ.ಬಿ.ಬೋರಲಿಂಗಯ್ಯ ಕಿವಿಮಾತು ಹೇಳಿದರು. ಚಾಮುಂಡಿಬೆಟ್ಟದ ತಪ್ಪಲಿನ ಸಿಎಆರ್ ಕವಾಯತು ಮೈದಾನದಲ್ಲಿ ನಡೆದ ತಾತ್ಕಾಲಿಕ ಪೊಲೀಸ್ ತರಬೇತಿ ಶಾಲೆಯ ಸಶಸ್ತ್ರ ಪೊಲೀಸರ 8ನೇ ತಂಡದ ನಿರ್ಗಮನ ಪಥ ಸಂಚಲನ ಸಮಾರಂಭದಲ್ಲಿ ಅವರು ಮಾತನಾಡಿದರು. ತರಬೇತಿಯಲ್ಲಿ ಕಲಿತ ಶಿಸ್ತು, ಸಮಯಪಾಲನೆ ಹಾಗೂ ಪ್ರಾಮಾಣಿಕತೆಯನ್ನು ಸೇವಾವಧಿಯಲ್ಲಿಯೂ ಮುಂದುವರಿಸಬೇಕು. ಜನಸ್ನೇಹಿ ಪೊಲೀಸ್ ವ್ಯವಸ್ಥೆಗೆ ಪ್ರತಿಯೊಬ್ಬರೂ ಶ್ರಮಿಸಬೇಕು ಎಂದು ಸಲಹೆ ನೀಡಿದರು. bbox=[481, 639, 1012, 820]
list-item bbox=[1270, 1987, 1548, 2023]
